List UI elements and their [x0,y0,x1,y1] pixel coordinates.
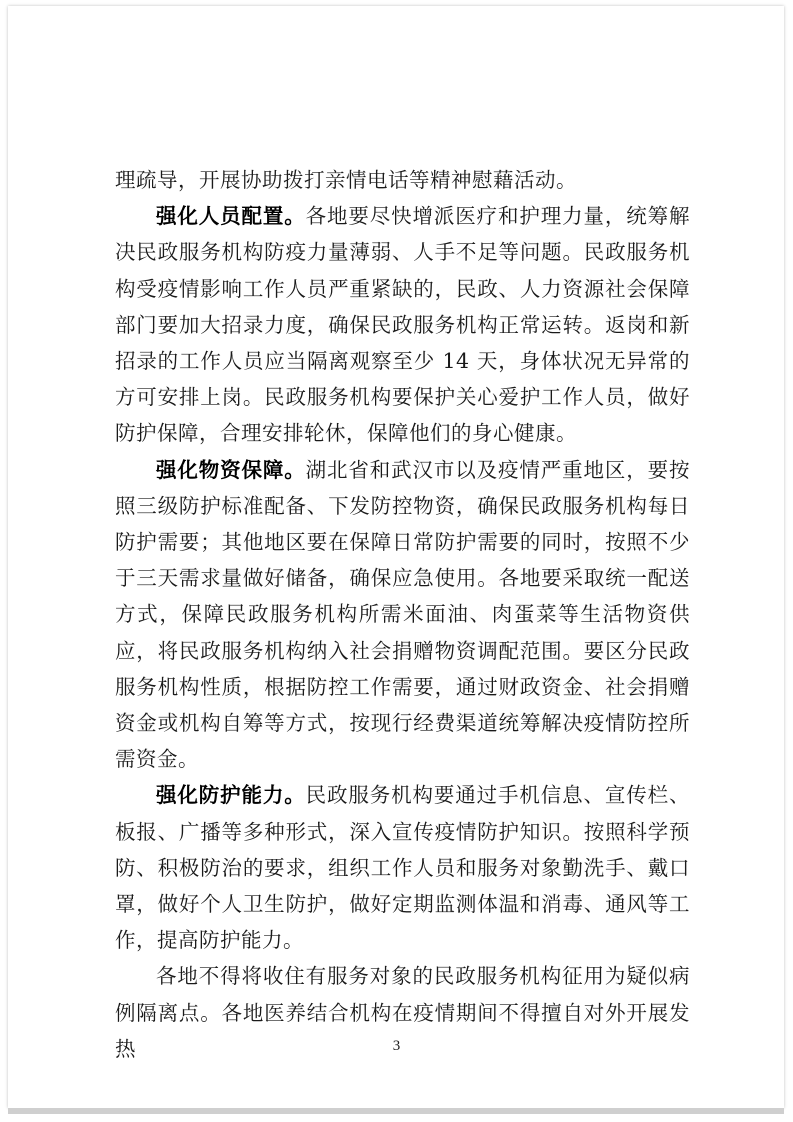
paragraph-3-text: 湖北省和武汉市以及疫情严重地区，要按照三级防护标准配备、下发防控物资，确保民政服务机构每日防护需要；其他地区要在保障日常防护需要的同时，按照不少于三天需求量做好储备，确保应急使用。各地要采取统一配送方式，保障民政服务机构所需米面油、肉蛋菜等生活物资供应，将民政服务机构纳入社会捐赠物资调配范围。要区分民政服务机构性质，根据防控工作需要，通过财政资金、社会捐赠资金或机构自筹等方式，按现行经费渠道统筹解决疫情防控所需资金。 [115,457,690,772]
paragraph-4 [115,777,690,958]
paragraph-2 [115,198,690,451]
paragraph-5-text: 各地不得将收住有服务对象的民政服务机构征用为疑似病例隔离点。各地医养结合机构在疫情期间不得擅自对外开展发热 [115,964,690,1061]
paragraph-2-text: 各地要尽快增派医疗和护理力量，统筹解决民政服务机构防疫力量薄弱、人手不足等问题。民政服务机构受疫情影响工作人员严重紧缺的，民政、人力资源社会保障部门要加大招录力度，确保民政服务机构正常运转。返岗和新招录的工作人员应当隔离观察至少 14 天，身体状况无异常的方可安排上岗。民政服务机构要保护关心爱护工作人员，做好防护保障，合理安排轮休，保障他们的身心健康。 [115,204,690,446]
paragraph-4-heading: 强化防护能力。 [156,783,306,808]
document-body [115,162,690,1067]
paragraph-1 [115,162,690,198]
paragraph-3-heading: 强化物资保障。 [156,457,306,482]
paragraph-1-text: 理疏导，开展协助拨打亲情电话等精神慰藉活动。 [115,168,577,192]
paragraph-3 [115,452,690,778]
paragraph-2-heading: 强化人员配置。 [156,204,306,229]
page-number: 3 [392,1038,401,1054]
paragraph-4-text: 民政服务机构要通过手机信息、宣传栏、板报、广播等多种形式，深入宣传疫情防护知识。按照科学预防、积极防治的要求，组织工作人员和服务对象勤洗手、戴口罩，做好个人卫生防护，做好定期监测体温和消毒、通风等工作，提高防护能力。 [115,783,690,953]
page-divider [8,1108,784,1114]
